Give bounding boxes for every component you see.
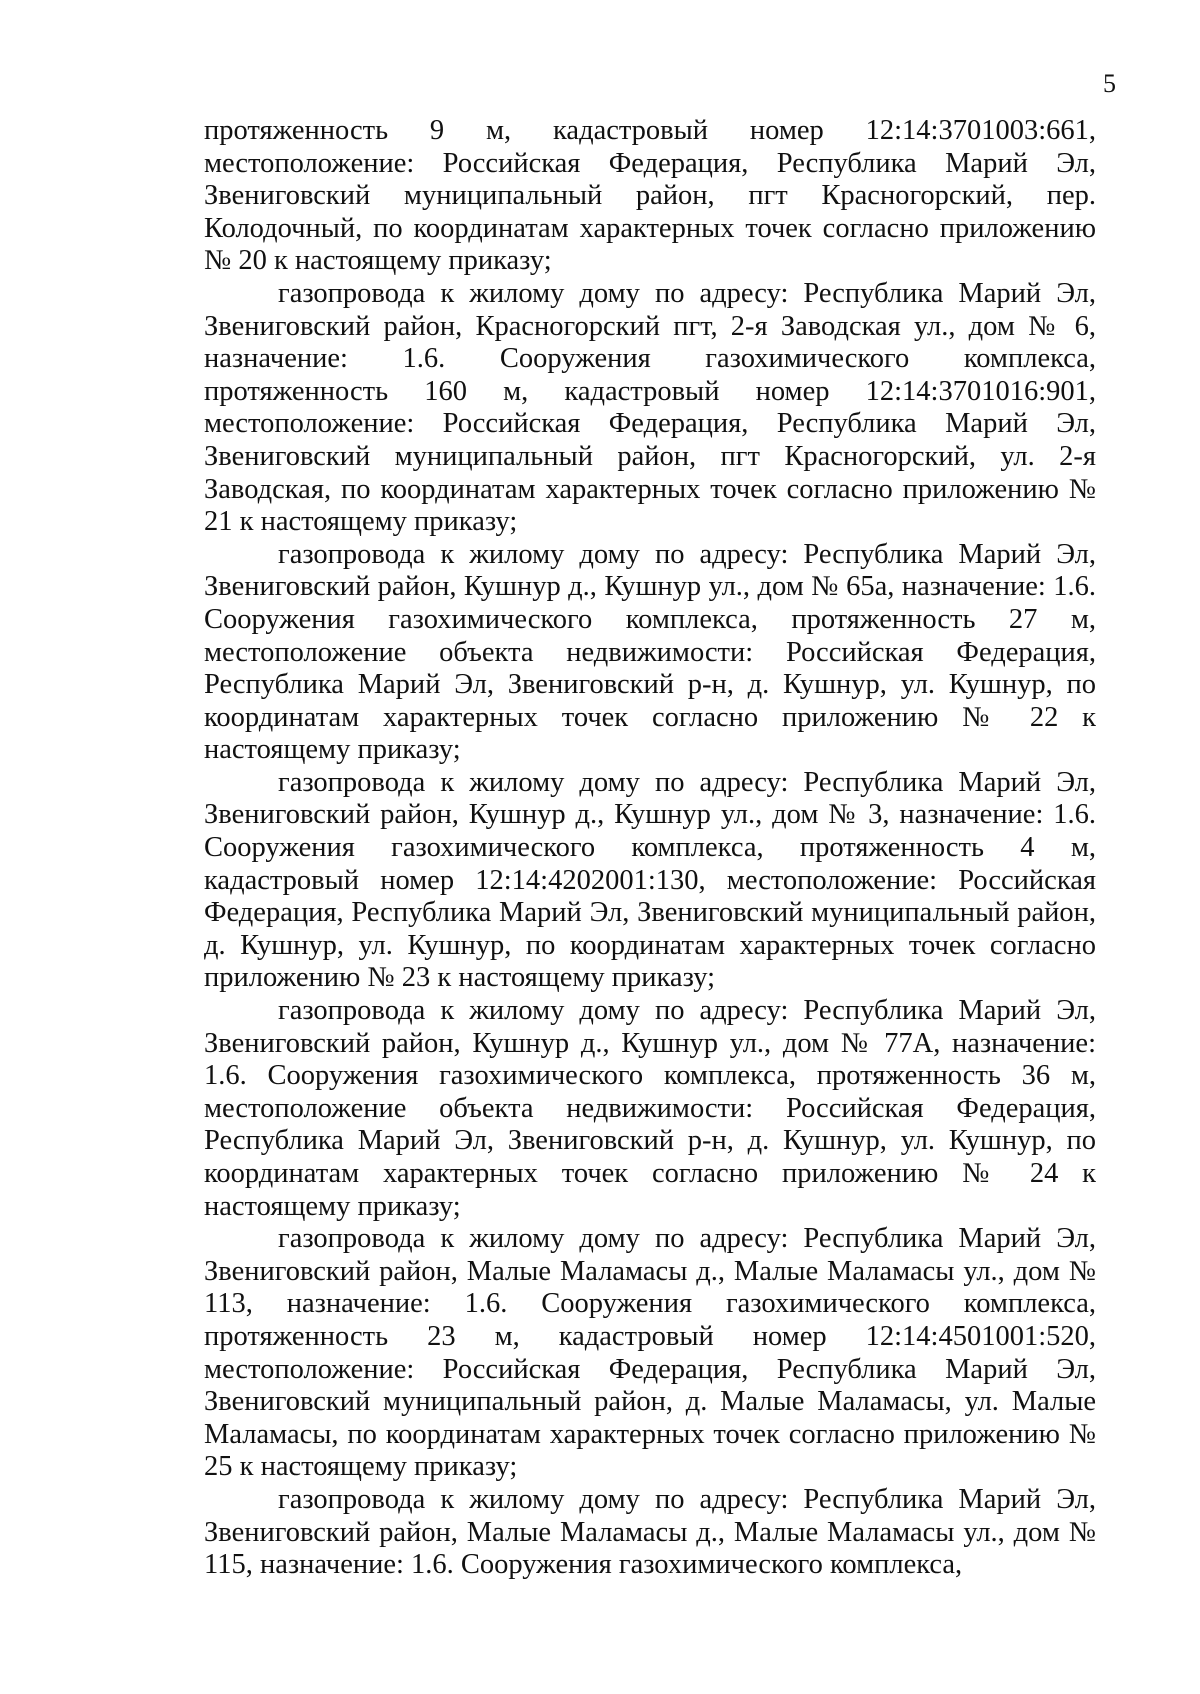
paragraph-continuation: протяженность 9 м, кадастровый номер 12:14:3701003:661, местоположение: Российская Федерация, Республика Марий Эл, Звениговский муниципальный район, пгт Красногорский, пер. Колодочный, по координатам характерных точек согласно приложению № 20 к настоящему приказу; <box>204 115 1096 277</box>
paragraph-gas-pipeline-kushnur-65a: газопровода к жилому дому по адресу: Республика Марий Эл, Звениговский район, Кушнур д., Кушнур ул., дом № 65а, назначение: 1.6. Сооружения газохимического комплекса, протяженность 27 м, местоположение объекта недвижимости: Российская Федерация, Республика Марий Эл, Звениговский р-н, д. Кушнур, ул. Кушнур, по координатам характерных точек согласно приложению № 22 к настоящему приказу; <box>204 538 1096 766</box>
paragraph-gas-pipeline-zavodskaya: газопровода к жилому дому по адресу: Республика Марий Эл, Звениговский район, Красногорский пгт, 2-я Заводская ул., дом № 6, назначение: 1.6. Сооружения газохимического комплекса, протяженность 160 м, кадастровый номер 12:14:3701016:901, местоположение: Российская Федерация, Республика Марий Эл, Звениговский муниципальный район, пгт Красногорский, ул. 2-я Заводская, по координатам характерных точек согласно приложению № 21 к настоящему приказу; <box>204 277 1096 538</box>
paragraph-gas-pipeline-kushnur-3: газопровода к жилому дому по адресу: Республика Марий Эл, Звениговский район, Кушнур д., Кушнур ул., дом № 3, назначение: 1.6. Сооружения газохимического комплекса, протяженность 4 м, кадастровый номер 12:14:4202001:130, местоположение: Российская Федерация, Республика Марий Эл, Звениговский муниципальный район, д. Кушнур, ул. Кушнур, по координатам характерных точек согласно приложению № 23 к настоящему приказу; <box>204 766 1096 994</box>
document-body <box>204 115 1096 1582</box>
paragraph-gas-pipeline-kushnur-77a: газопровода к жилому дому по адресу: Республика Марий Эл, Звениговский район, Кушнур д., Кушнур ул., дом № 77А, назначение: 1.6. Сооружения газохимического комплекса, протяженность 36 м, местоположение объекта недвижимости: Российская Федерация, Республика Марий Эл, Звениговский р-н, д. Кушнур, ул. Кушнур, по координатам характерных точек согласно приложению № 24 к настоящему приказу; <box>204 995 1096 1222</box>
paragraph-gas-pipeline-malamasy-115: газопровода к жилому дому по адресу: Республика Марий Эл, Звениговский район, Малые Маламасы д., Малые Маламасы ул., дом № 115, назначение: 1.6. Сооружения газохимического комплекса, <box>204 1483 1096 1581</box>
paragraph-gas-pipeline-malamasy-113: газопровода к жилому дому по адресу: Республика Марий Эл, Звениговский район, Малые Маламасы д., Малые Маламасы ул., дом № 113, назначение: 1.6. Сооружения газохимического комплекса, протяженность 23 м, кадастровый номер 12:14:4501001:520, местоположение: Российская Федерация, Республика Марий Эл, Звениговский муниципальный район, д. Малые Маламасы, ул. Малые Маламасы, по координатам характерных точек согласно приложению № 25 к настоящему приказу; <box>204 1223 1096 1483</box>
page-number: 5 <box>1103 69 1116 98</box>
